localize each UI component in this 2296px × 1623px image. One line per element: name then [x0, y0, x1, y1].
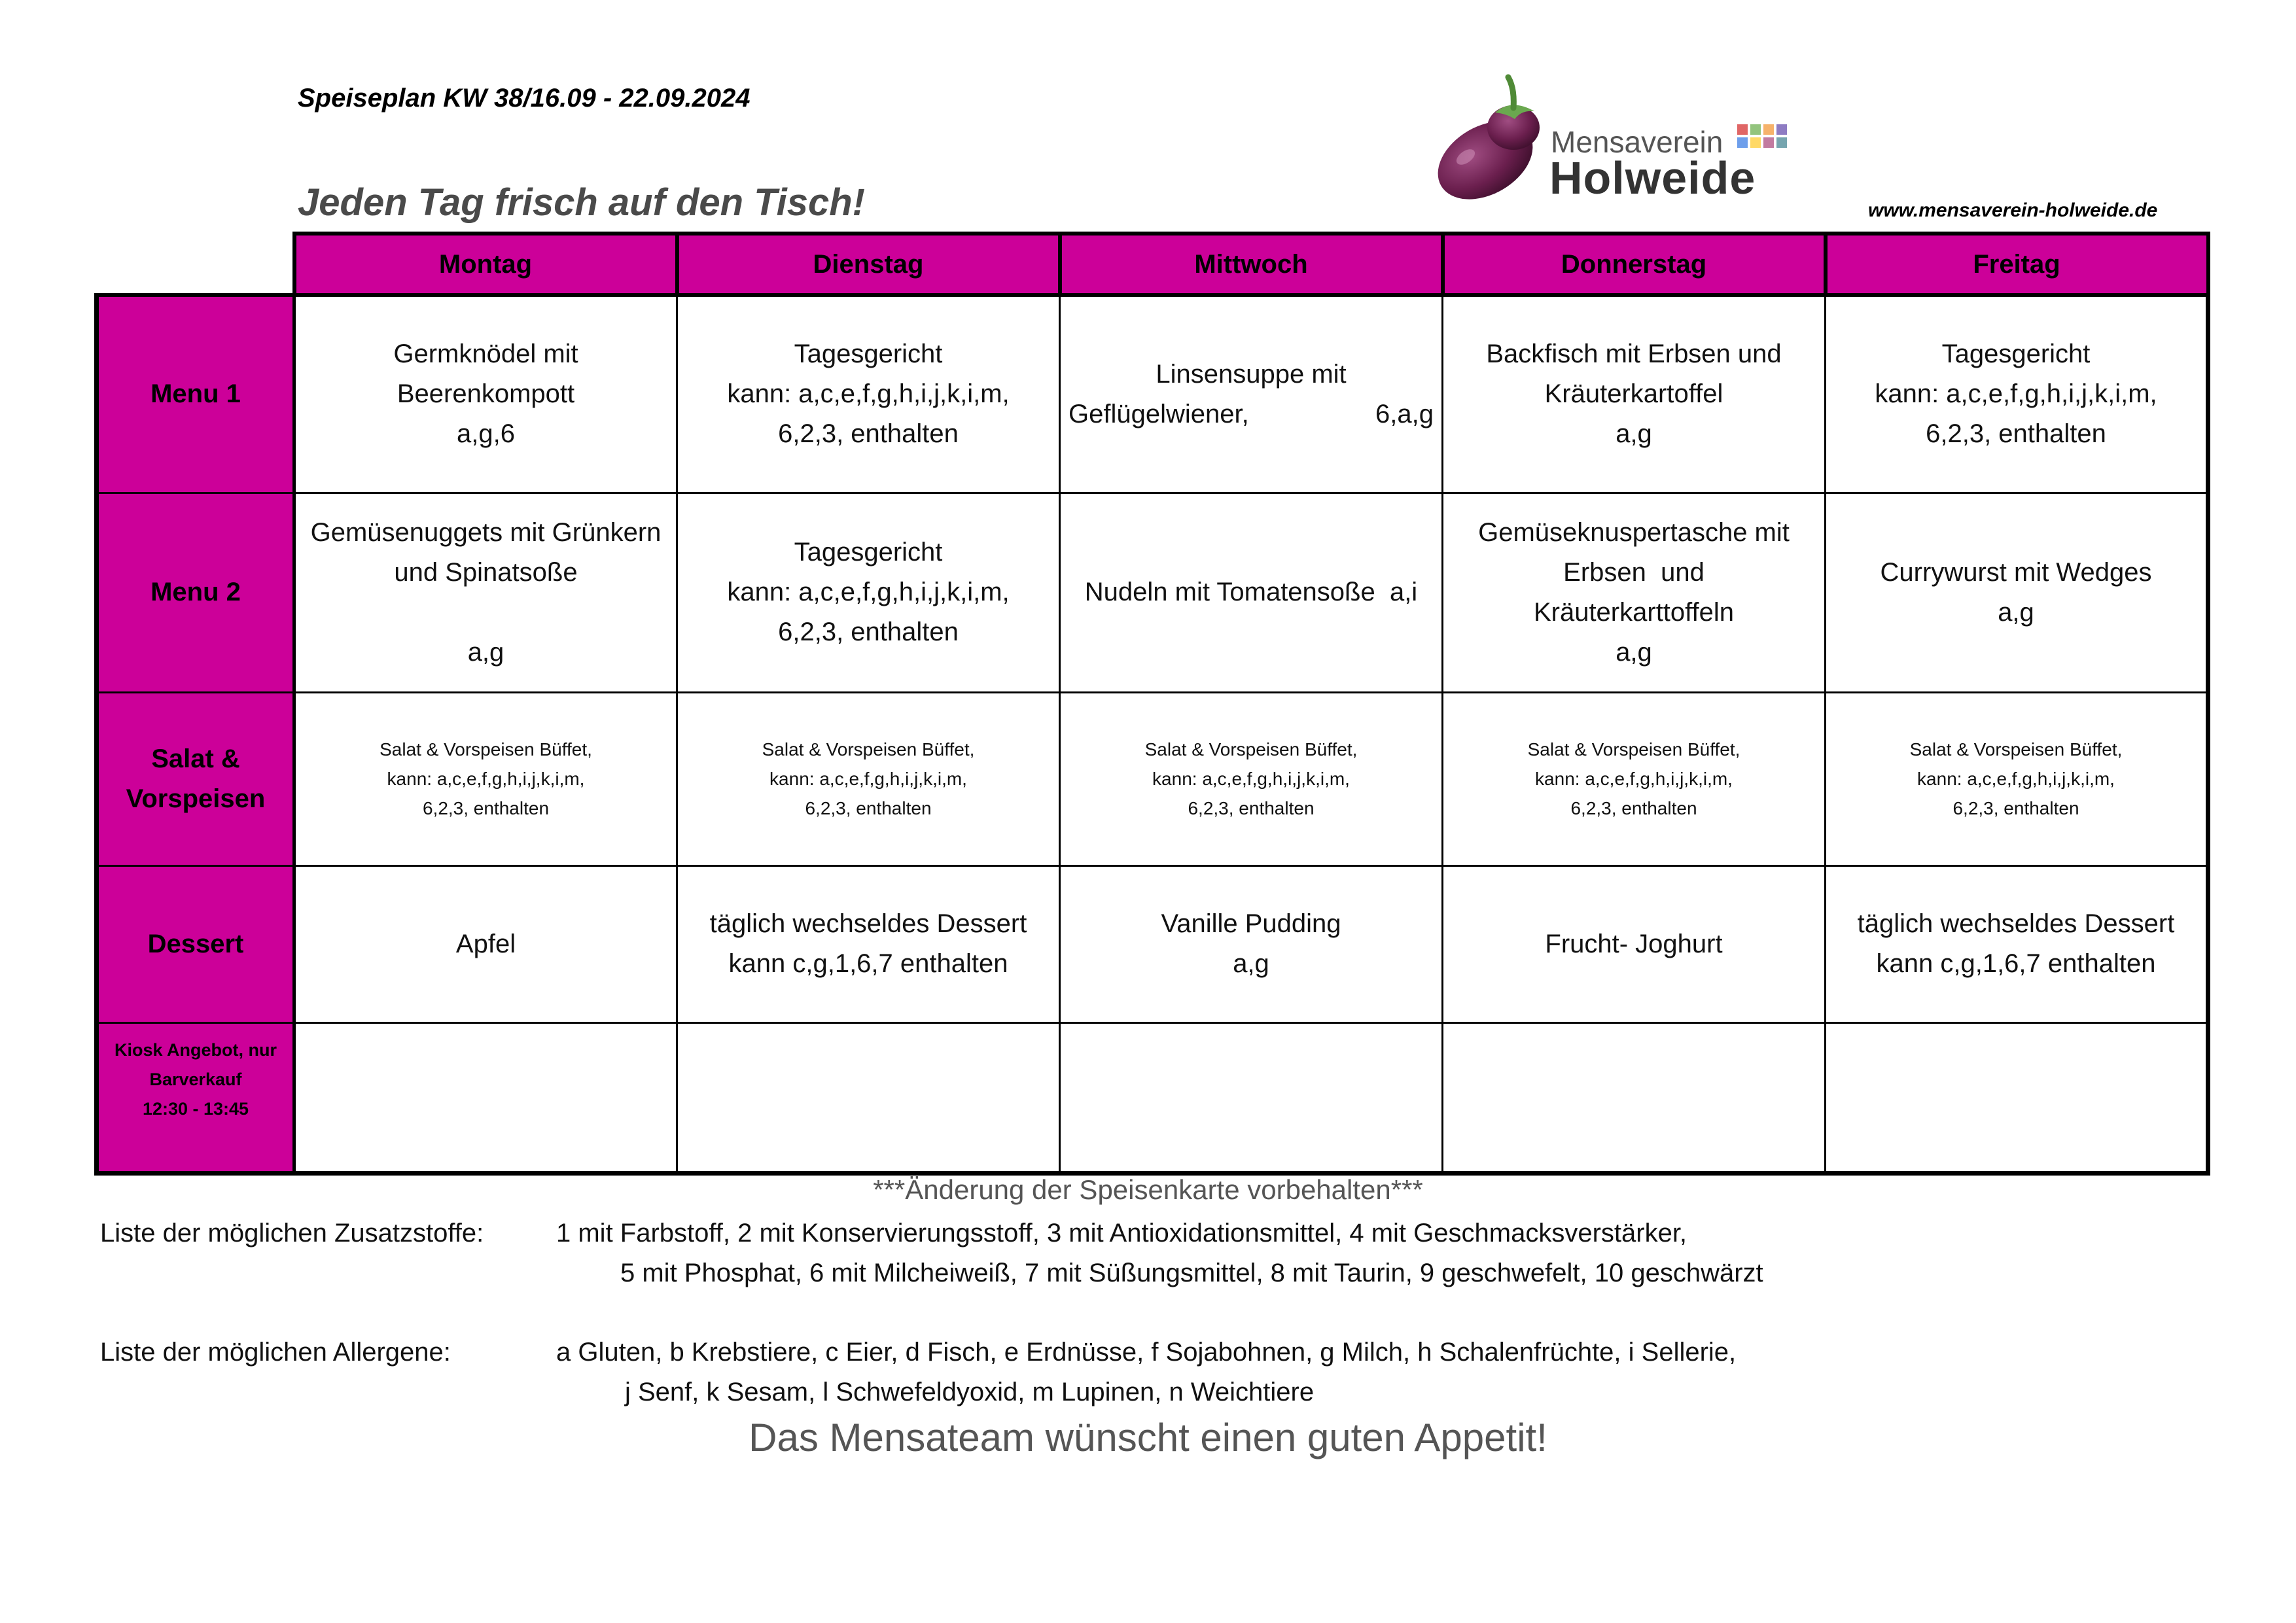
cell-line: kann: a,c,e,f,g,h,i,j,k,i,m, [1535, 769, 1733, 789]
menu-cell [1443, 295, 1826, 493]
table-row [97, 865, 2208, 1022]
menu-cell [1443, 865, 1826, 1022]
cell-line [296, 593, 676, 633]
cell-line: Salat & Vorspeisen Büffet, [380, 739, 592, 759]
table-row [97, 1022, 2208, 1173]
row-label-line: 12:30 - 13:45 [142, 1098, 249, 1119]
menu-cell [1443, 692, 1826, 865]
row-label: Menu 2 [97, 493, 294, 692]
day-header: Freitag [1826, 234, 2208, 295]
additives-line: 1 mit Farbstoff, 2 mit Konservierungsstoff, 3 mit Antioxidationsmittel, 4 mit Geschmacksverstärker, [556, 1219, 1687, 1248]
cell-line: a,g,6 [457, 419, 515, 449]
table-row [97, 692, 2208, 865]
menu-cell [294, 493, 677, 692]
cell-line: Tagesgericht [1941, 340, 2091, 369]
cell-line: 6,2,3, enthalten [778, 419, 959, 449]
cell-line: Kräuterkartoffel [1544, 379, 1723, 409]
cell-line: 6,2,3, enthalten [805, 798, 932, 818]
cell-line: a,g [467, 637, 504, 667]
cell-line: Germknödel mit [393, 340, 578, 369]
change-note: ***Änderung der Speisenkarte vorbehalten*** [873, 1174, 1423, 1205]
cell-line: Linsensuppe mit [1156, 359, 1347, 389]
menu-cell [1060, 493, 1443, 692]
additives-line: 5 mit Phosphat, 6 mit Milcheiweiß, 7 mit Süßungsmittel, 8 mit Taurin, 9 geschwefelt, 10 geschwärzt [620, 1259, 1763, 1287]
menu-cell [1060, 1022, 1443, 1173]
cell-line: Erbsen und [1563, 557, 1704, 587]
row-label-line: Vorspeisen [126, 784, 266, 813]
cell-line: 6,2,3, enthalten [778, 618, 959, 646]
menu-table [94, 232, 2210, 1176]
row-label [97, 1022, 294, 1173]
logo-text-mensaverein: Mensaverein [1551, 125, 1723, 159]
table-corner [97, 234, 294, 295]
cell-line: Tagesgericht [794, 340, 943, 369]
cell-line: Salat & Vorspeisen Büffet, [1909, 739, 2123, 759]
row-label: Menu 1 [97, 295, 294, 493]
menu-cell [1826, 1022, 2208, 1173]
cell-line: Salat & Vorspeisen Büffet, [762, 739, 975, 759]
cell-line: Vanille Pudding [1161, 909, 1341, 938]
menu-cell [1826, 865, 2208, 1022]
day-header-row [97, 234, 2208, 295]
menu-cell [1826, 295, 2208, 493]
row-label: Dessert [97, 865, 294, 1022]
menu-cell [677, 1022, 1060, 1173]
cell-line: Salat & Vorspeisen Büffet, [1527, 739, 1740, 759]
menu-cell [1060, 692, 1443, 865]
day-header: Donnerstag [1443, 234, 1826, 295]
menu-cell [1060, 295, 1443, 493]
day-header: Montag [294, 234, 677, 295]
cell-line: Geflügelwiener, [1069, 399, 1249, 428]
menu-cell [294, 295, 677, 493]
cell-line: kann: a,c,e,f,g,h,i,j,k,i,m, [1152, 769, 1350, 789]
row-label-line: Kiosk Angebot, nur [115, 1039, 277, 1060]
menu-cell [677, 493, 1060, 692]
cell-line: kann: a,c,e,f,g,h,i,j,k,i,m, [387, 769, 585, 789]
cell-line: a,g [1233, 949, 1269, 978]
menu-cell [294, 692, 677, 865]
cell-line: Backfisch mit Erbsen und [1486, 340, 1782, 369]
cell-line: Beerenkompott [397, 379, 575, 409]
eggplant-icon [1430, 72, 1554, 203]
allergens-line: j Senf, k Sesam, l Schwefeldyoxid, m Lupinen, n Weichtiere [625, 1378, 1315, 1406]
menu-cell [294, 1022, 677, 1173]
allergens-label: Liste der möglichen Allergene: [100, 1338, 451, 1367]
cell-line: 6,2,3, enthalten [1952, 798, 2079, 818]
menu-cell [294, 865, 677, 1022]
menu-cell [1826, 493, 2208, 692]
menu-cell [1826, 692, 2208, 865]
cell-line: täglich wechseldes Dessert [1857, 909, 2175, 938]
cell-line: Kräuterkarttoffeln [1533, 597, 1735, 627]
menu-cell [1443, 493, 1826, 692]
menu-cell [1443, 1022, 1826, 1173]
cell-line: a,g [1998, 597, 2034, 627]
cell-line: 6,2,3, enthalten [1926, 419, 2106, 449]
menu-cell [677, 692, 1060, 865]
cell-line: Gemüsenuggets mit Grünkern [310, 517, 662, 547]
website-url: www.mensaverein-holweide.de [1868, 200, 2158, 221]
row-label-line: Barverkauf [149, 1069, 242, 1089]
greeting: Das Mensateam wünscht einen guten Appetit! [749, 1416, 1547, 1459]
day-header: Dienstag [677, 234, 1060, 295]
cell-line: 6,2,3, enthalten [1188, 798, 1315, 818]
cell-line: und Spinatsoße [394, 557, 578, 587]
cell-line: kann: a,c,e,f,g,h,i,j,k,i,m, [727, 578, 1010, 606]
page-title: Speiseplan KW 38/16.09 - 22.09.2024 [298, 84, 751, 113]
slogan: Jeden Tag frisch auf den Tisch! [298, 181, 865, 224]
cell-line: kann: a,c,e,f,g,h,i,j,k,i,m, [1917, 769, 2115, 789]
additives-label: Liste der möglichen Zusatzstoffe: [100, 1219, 484, 1248]
cell-line: Salat & Vorspeisen Büffet, [1144, 739, 1358, 759]
row-label [97, 692, 294, 865]
day-header: Mittwoch [1060, 234, 1443, 295]
table-row [97, 295, 2208, 493]
cell-line: Tagesgericht [794, 538, 943, 567]
cell-line: kann: a,c,e,f,g,h,i,j,k,i,m, [769, 769, 967, 789]
cell-line: 6,2,3, enthalten [1570, 798, 1697, 818]
table-row [97, 493, 2208, 692]
cell-line-split [1061, 394, 1441, 434]
menu-cell [677, 865, 1060, 1022]
cell-line: täglich wechseldes Dessert [709, 909, 1027, 938]
cell-line: Currywurst mit Wedges [1880, 557, 2152, 587]
menu-cell [1060, 865, 1443, 1022]
cell-line: Apfel [455, 929, 516, 958]
cell-line: kann c,g,1,6,7 enthalten [1876, 949, 2156, 978]
cell-line: kann c,g,1,6,7 enthalten [728, 949, 1008, 978]
cell-line: a,g [1616, 419, 1652, 449]
cell-line: Nudeln mit Tomatensoße a,i [1084, 578, 1418, 606]
allergens-line: a Gluten, b Krebstiere, c Eier, d Fisch, e Erdnüsse, f Sojabohnen, g Milch, h Schalenfrüchte, i Sellerie, [556, 1338, 1737, 1367]
row-label-line: Salat & [151, 744, 240, 773]
cell-line: a,g [1616, 637, 1652, 667]
menu-cell [677, 295, 1060, 493]
logo-text-holweide: Holweide [1549, 152, 1756, 203]
cell-line: kann: a,c,e,f,g,h,i,j,k,i,m, [1875, 379, 2157, 409]
cell-line: kann: a,c,e,f,g,h,i,j,k,i,m, [727, 379, 1010, 409]
cell-line: 6,2,3, enthalten [422, 798, 550, 818]
logo [1430, 72, 1796, 203]
cell-line: Gemüseknuspertasche mit [1478, 517, 1790, 547]
cell-line: Frucht- Joghurt [1545, 929, 1723, 958]
logo-squares-icon [1737, 124, 1790, 150]
cell-line: 6,a,g [1375, 399, 1434, 428]
